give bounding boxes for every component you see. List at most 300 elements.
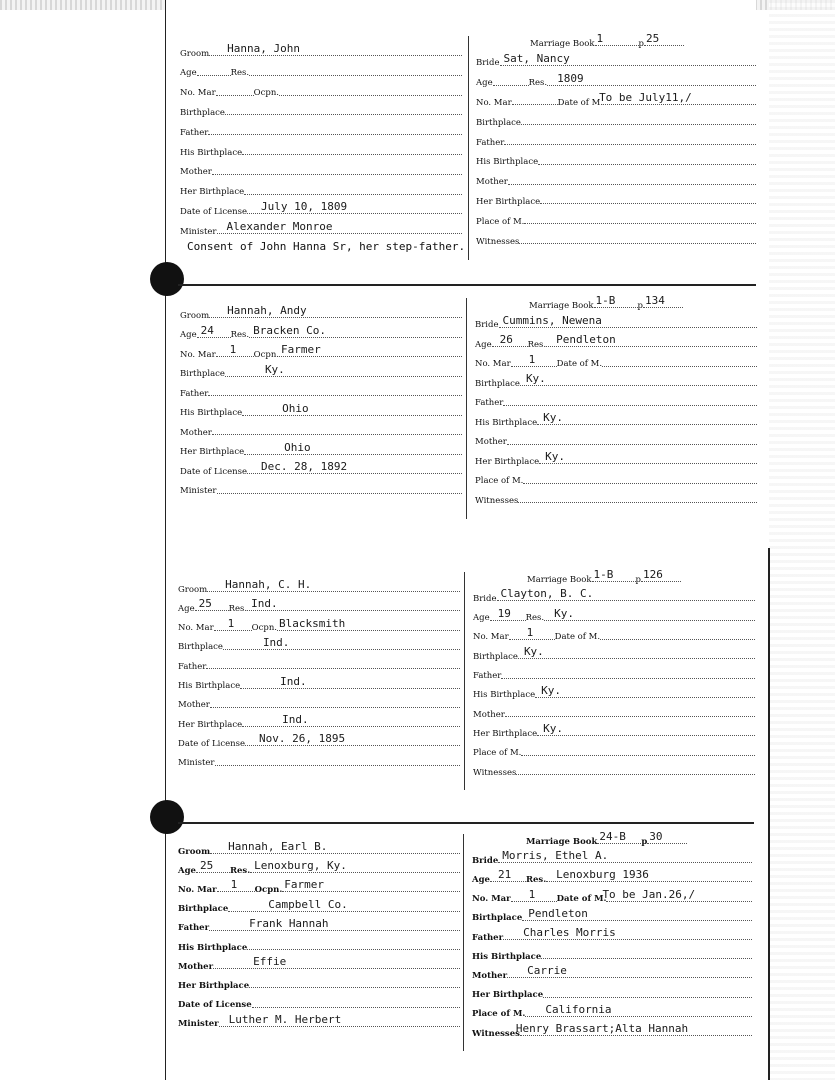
bride-name-line xyxy=(499,313,758,328)
groom-row-father xyxy=(178,653,460,671)
groom-minister: Alexander Monroe xyxy=(226,220,333,234)
bride-row-age xyxy=(472,866,752,884)
groom-res-line xyxy=(247,597,460,611)
groom-date-of-license: Nov. 26, 1895 xyxy=(259,732,346,746)
bride-her-birthplace-label: Her Birthplace xyxy=(472,990,544,1001)
bride-res-label: Res. xyxy=(528,78,548,89)
groom-ocpn-line xyxy=(279,94,462,96)
marriage-book-label: Marriage Book xyxy=(527,574,592,585)
groom-his-birthplace-line xyxy=(242,153,462,155)
bride-res: Lenoxburg 1936 xyxy=(556,868,649,882)
groom-mother-label: Mother xyxy=(180,427,212,438)
groom-ocpn: Farmer xyxy=(281,343,321,356)
bride-witnesses-label: Witnesses xyxy=(472,1028,520,1039)
bride-age: 21 xyxy=(497,868,512,882)
groom-his-birthplace-label: His Birthplace xyxy=(178,942,248,953)
record-separator xyxy=(178,822,754,824)
groom-mother-line xyxy=(210,706,460,708)
bride-her-birthplace-line xyxy=(537,722,755,736)
bride-father-label: Father xyxy=(472,932,504,943)
groom-name-line xyxy=(207,578,460,592)
bride-no-mar: 1 xyxy=(528,887,536,901)
bride-place-of-m-line xyxy=(523,482,757,484)
bride-res-line xyxy=(546,868,752,882)
bride-label: Bride xyxy=(475,320,499,330)
bride-place-of-m-line xyxy=(521,754,755,756)
groom-her-birthplace-line xyxy=(244,440,462,455)
groom-father-line xyxy=(208,394,462,396)
groom-his-birthplace-label: His Birthplace xyxy=(180,408,243,418)
groom-res-label: Res. xyxy=(229,865,251,876)
bride-name-line xyxy=(498,849,752,863)
groom-age-label: Age xyxy=(178,865,196,876)
groom-date-of-license-label: Date of License xyxy=(178,738,246,749)
bride-mother: Carrie xyxy=(527,964,567,978)
bride-age-line xyxy=(493,84,529,86)
groom-row-mother xyxy=(180,419,462,437)
groom-date-of-license-line xyxy=(247,460,462,474)
marriage-book-number-line xyxy=(594,294,638,308)
bride-row-father xyxy=(472,924,752,942)
bride-no-mar-line xyxy=(509,625,555,640)
groom-row-date-of-license xyxy=(178,730,460,748)
bride-witnesses-label: Witnesses xyxy=(475,495,519,506)
groom-date-of-license-label: Date of License xyxy=(180,466,248,477)
groom-birthplace-label: Birthplace xyxy=(180,107,225,118)
bride-row-bride xyxy=(476,50,756,68)
bride-his-birthplace-label: His Birthplace xyxy=(472,951,542,962)
marriage-book-number-line xyxy=(597,830,641,844)
bride-age-label: Age xyxy=(473,613,490,624)
groom-minister-line xyxy=(217,492,463,494)
bride-birthplace: Ky. xyxy=(523,645,544,659)
bride-her-birthplace-label: Her Birthplace xyxy=(475,456,540,467)
bride-place-of-m: California xyxy=(545,1002,612,1016)
bride-no-mar: 1 xyxy=(526,625,534,639)
bride-age-line xyxy=(492,333,528,347)
groom-her-birthplace-label: Her Birthplace xyxy=(180,187,245,198)
groom-no-mar: 1 xyxy=(227,616,235,630)
groom-row-groom xyxy=(180,40,462,58)
bride-name-line xyxy=(497,587,756,601)
marriage-book-page: 126 xyxy=(642,568,663,581)
bride-no-mar: 1 xyxy=(528,352,536,366)
bride-no-mar-line xyxy=(511,887,557,902)
bride-his-birthplace-label: His Birthplace xyxy=(475,417,538,428)
bride-row-mother xyxy=(476,169,756,187)
groom-mother-line xyxy=(212,173,462,175)
bride-row-age xyxy=(475,331,757,349)
groom-res-line xyxy=(249,323,462,338)
bride-row-book xyxy=(475,292,757,310)
groom-no-mar-label: No. Mar xyxy=(180,88,216,99)
bride-father-line xyxy=(503,926,752,940)
groom-row-age xyxy=(180,322,462,340)
groom-row-no-mar xyxy=(178,615,460,633)
groom-row-father xyxy=(180,119,462,137)
groom-row-birthplace xyxy=(178,634,460,652)
bride-res-label: Res. xyxy=(527,339,547,350)
bride-row-birthplace xyxy=(472,905,752,923)
bride-row-age xyxy=(473,605,755,623)
bride-date-of-m-line xyxy=(600,638,755,640)
groom-age: 24 xyxy=(200,323,214,337)
record-separator xyxy=(178,284,756,286)
groom-mother-line xyxy=(213,955,460,969)
bride-row-no-mar xyxy=(473,624,755,642)
groom-no-mar-line xyxy=(216,94,254,96)
bride-row-witnesses xyxy=(476,228,756,246)
groom-age-line xyxy=(197,74,231,76)
bride-label: Bride xyxy=(476,58,500,69)
bride-his-birthplace: Ky. xyxy=(541,683,562,697)
bride-row-witnesses xyxy=(473,759,755,777)
groom-father-line xyxy=(208,133,462,135)
groom-father-line xyxy=(209,916,460,931)
bride-row-no-mar xyxy=(476,89,756,107)
page-edge xyxy=(768,548,770,1080)
groom-row-his-birthplace xyxy=(180,400,462,418)
bride-his-birthplace-line xyxy=(537,411,757,425)
groom-no-mar-label: No. Mar xyxy=(178,884,217,895)
groom-no-mar-label: No. Mar xyxy=(178,623,214,634)
groom-ocpn-label: Ocpn. xyxy=(254,884,283,895)
groom-birthplace-line xyxy=(223,635,460,650)
groom-row-minister xyxy=(180,478,462,496)
marriage-book-label: Marriage Book xyxy=(530,38,595,49)
bride-age-line xyxy=(490,868,526,882)
bride-row-birthplace xyxy=(475,370,757,388)
bride-mother-label: Mother xyxy=(473,709,505,720)
bride-row-witnesses xyxy=(472,1020,752,1038)
bride-his-birthplace-label: His Birthplace xyxy=(476,157,539,168)
groom-age-label: Age xyxy=(180,330,197,340)
bride-row-place-of-m xyxy=(475,468,757,486)
bride-res: Pendleton xyxy=(556,333,616,346)
bride-birthplace-line xyxy=(520,372,757,386)
bride-row-his-birthplace xyxy=(475,409,757,427)
groom-birthplace-line xyxy=(228,897,460,912)
bride-row-birthplace xyxy=(473,643,755,661)
bride-date-of-m-label: Date of M. xyxy=(557,97,604,108)
bride-place-of-m-label: Place of M. xyxy=(472,1009,526,1020)
marriage-book-page: 134 xyxy=(644,294,665,307)
groom-res: Bracken Co. xyxy=(253,323,326,337)
consent-note: Consent of John Hanna Sr, her step-father. xyxy=(187,239,466,253)
groom-age-label: Age xyxy=(178,603,195,614)
bride-birthplace-label: Birthplace xyxy=(473,651,518,662)
bride-no-mar-label: No. Mar xyxy=(476,97,512,108)
groom-minister-line xyxy=(215,764,461,766)
groom-name: Hannah, Earl B. xyxy=(228,840,328,853)
record-divider xyxy=(468,36,469,260)
bride-his-birthplace-line xyxy=(535,683,755,698)
groom-name-line xyxy=(210,840,460,854)
bride-her-birthplace: Ky. xyxy=(545,450,566,463)
groom-date-of-license-line xyxy=(247,200,462,214)
marriage-book-number: 1-B xyxy=(595,294,616,307)
bride-row-his-birthplace xyxy=(476,149,756,167)
bride-no-mar-line xyxy=(511,352,557,367)
bride-row-mother xyxy=(473,701,755,719)
groom-row-mother xyxy=(180,159,462,177)
groom-row-her-birthplace xyxy=(178,711,460,729)
bride-no-mar-label: No. Mar xyxy=(475,359,511,369)
bride-birthplace-label: Birthplace xyxy=(475,378,520,389)
bride-label: Bride xyxy=(472,855,499,866)
groom-row-birthplace xyxy=(180,361,462,379)
groom-date-of-license-label: Date of License xyxy=(178,1000,252,1011)
groom-ocpn-label: Ocpn. xyxy=(253,88,280,99)
bride-his-birthplace-label: His Birthplace xyxy=(473,690,536,701)
marriage-book-number-line xyxy=(595,32,639,46)
bride-name: Clayton, B. C. xyxy=(500,587,594,601)
groom-father-label: Father xyxy=(178,661,207,672)
groom-no-mar-label: No. Mar xyxy=(180,349,216,360)
groom-row-mother xyxy=(178,692,460,710)
bride-row-book xyxy=(473,566,755,584)
bride-no-mar-line xyxy=(512,103,558,105)
groom-ocpn-line xyxy=(277,616,460,631)
bride-birthplace-label: Birthplace xyxy=(472,913,523,924)
groom-row-minister xyxy=(178,1011,460,1029)
bride-witnesses-line xyxy=(518,501,757,503)
bride-witnesses-label: Witnesses xyxy=(476,236,520,247)
bride-row-book xyxy=(476,30,756,48)
bride-his-birthplace-line xyxy=(541,957,752,959)
bride-place-of-m-line xyxy=(524,222,756,224)
marriage-book-label: Marriage Book xyxy=(529,300,594,311)
groom-his-birthplace-line xyxy=(242,401,462,416)
groom-res-label: Res. xyxy=(230,330,250,340)
groom-father-label: Father xyxy=(178,923,210,934)
bride-date-of-m: To be July11,/ xyxy=(599,91,692,105)
bride-her-birthplace-label: Her Birthplace xyxy=(473,728,538,739)
groom-his-birthplace-label: His Birthplace xyxy=(180,147,243,158)
groom-row-age xyxy=(180,60,462,78)
bride-row-place-of-m xyxy=(476,208,756,226)
groom-mother-label: Mother xyxy=(178,700,210,711)
marriage-book-page-line xyxy=(647,830,687,844)
bride-name: Cummins, Newena xyxy=(502,313,602,327)
groom-row-minister xyxy=(178,750,460,768)
bride-res-line xyxy=(547,71,756,86)
bride-row-father xyxy=(475,390,757,408)
bride-name: Sat, Nancy xyxy=(503,51,570,65)
groom-no-mar-line xyxy=(216,343,254,357)
groom-mother-label: Mother xyxy=(180,167,212,178)
marriage-book-number: 1-B xyxy=(593,568,614,581)
groom-ocpn-label: Ocpn. xyxy=(251,623,278,634)
marriage-book-page: 25 xyxy=(645,32,660,45)
groom-birthplace-line xyxy=(225,362,462,377)
marriage-book-page: 30 xyxy=(649,830,663,843)
groom-name-line xyxy=(209,42,462,56)
bride-row-place-of-m xyxy=(472,1001,752,1019)
groom-birthplace-label: Birthplace xyxy=(178,904,229,915)
groom-row-groom xyxy=(178,576,460,594)
bride-row-her-birthplace xyxy=(472,982,752,1000)
bride-row-bride xyxy=(473,585,755,603)
marriage-book-number: 1 xyxy=(596,32,604,45)
bride-date-of-m-label: Date of M. xyxy=(556,359,603,369)
bride-mother-label: Mother xyxy=(475,437,507,447)
groom-label: Groom xyxy=(178,584,208,595)
groom-her-birthplace-label: Her Birthplace xyxy=(180,447,245,457)
bride-birthplace-label: Birthplace xyxy=(476,117,521,128)
bride-name-line xyxy=(500,51,757,66)
groom-birthplace-line xyxy=(225,113,462,115)
bride-no-mar-label: No. Mar xyxy=(472,894,511,905)
bride-res-line xyxy=(546,333,757,347)
groom-his-birthplace-line xyxy=(240,674,460,689)
page-label: p xyxy=(635,574,641,585)
groom-label: Groom xyxy=(178,846,211,857)
bride-mother-line xyxy=(508,183,756,185)
punch-hole-upper xyxy=(150,262,184,296)
bride-father-label: Father xyxy=(473,671,502,681)
bride-row-father xyxy=(476,129,756,147)
groom-age-line xyxy=(196,859,230,873)
groom-row-his-birthplace xyxy=(178,934,460,952)
bride-date-of-m-line xyxy=(602,365,757,367)
groom-label: Groom xyxy=(180,48,210,59)
bride-mother-label: Mother xyxy=(472,970,508,981)
groom-date-of-license-line xyxy=(252,1006,460,1008)
bride-row-his-birthplace xyxy=(473,682,755,700)
groom-row-her-birthplace xyxy=(180,439,462,457)
groom-name-line xyxy=(209,304,462,318)
bride-place-of-m-label: Place of M. xyxy=(473,748,522,759)
bride-her-birthplace: Ky. xyxy=(543,722,564,736)
groom-his-birthplace-label: His Birthplace xyxy=(178,681,241,691)
bride-row-book xyxy=(472,828,752,846)
bride-birthplace: Ky. xyxy=(525,372,546,385)
bride-his-birthplace-line xyxy=(538,163,756,165)
groom-res-label: Res. xyxy=(228,603,248,614)
groom-name: Hanna, John xyxy=(227,42,301,55)
bride-row-his-birthplace xyxy=(472,943,752,961)
bride-res-label: Res. xyxy=(525,613,545,624)
bride-date-of-m-label: Date of M. xyxy=(554,632,601,643)
groom-row-birthplace xyxy=(180,99,462,117)
marriage-book-label: Marriage Book xyxy=(526,836,598,847)
groom-row-his-birthplace xyxy=(180,139,462,157)
bride-mother-line xyxy=(507,964,752,978)
bride-label: Bride xyxy=(473,593,497,604)
page-label: p xyxy=(641,836,648,847)
bride-birthplace-line xyxy=(521,123,756,125)
bride-row-bride xyxy=(475,312,757,330)
groom-row-no-mar xyxy=(180,80,462,98)
groom-his-birthplace: Ind. xyxy=(280,674,307,688)
groom-row-date-of-license xyxy=(180,198,462,216)
bride-her-birthplace-line xyxy=(539,450,757,464)
groom-minister-label: Minister xyxy=(180,226,217,237)
groom-date-of-license: July 10, 1809 xyxy=(261,200,348,214)
bride-mother-line xyxy=(505,715,755,717)
marriage-book-number: 24-B xyxy=(599,830,626,843)
groom-res-line xyxy=(249,74,462,76)
groom-row-her-birthplace xyxy=(178,972,460,990)
groom-no-mar: 1 xyxy=(229,343,237,356)
groom-minister-label: Minister xyxy=(178,1019,219,1030)
bride-witnesses: Henry Brassart;Alta Hannah xyxy=(515,1022,689,1035)
groom-no-mar-line xyxy=(214,616,252,631)
groom-his-birthplace-line xyxy=(247,948,460,950)
groom-no-mar-line xyxy=(217,878,255,892)
bride-row-no-mar xyxy=(472,886,752,904)
bride-age-label: Age xyxy=(476,78,493,89)
bride-father-line xyxy=(504,143,756,145)
bride-row-place-of-m xyxy=(473,740,755,758)
groom-row-age xyxy=(178,595,460,613)
groom-ocpn-line xyxy=(279,343,462,357)
groom-row-father xyxy=(180,380,462,398)
record-divider xyxy=(466,298,467,519)
groom-her-birthplace-line xyxy=(249,986,460,988)
bride-res: 1809 xyxy=(557,71,584,85)
groom-mother-label: Mother xyxy=(178,961,214,972)
bride-witnesses-label: Witnesses xyxy=(473,767,517,778)
groom-father-line xyxy=(206,667,460,669)
groom-row-birthplace xyxy=(178,896,460,914)
groom-birthplace-label: Birthplace xyxy=(180,369,225,379)
bride-no-mar-label: No. Mar xyxy=(473,632,509,643)
bride-row-her-birthplace xyxy=(473,720,755,738)
groom-age-line xyxy=(195,597,229,611)
scan-margin xyxy=(769,0,835,1080)
bride-date-of-m-label: Date of M. xyxy=(556,894,607,905)
groom-minister-label: Minister xyxy=(180,486,217,496)
groom-minister-label: Minister xyxy=(178,758,215,769)
bride-father-label: Father xyxy=(475,398,504,408)
groom-her-birthplace-line xyxy=(242,713,460,727)
groom-date-of-license-line xyxy=(245,732,460,746)
groom-her-birthplace: Ind. xyxy=(282,713,309,727)
bride-place-of-m-label: Place of M. xyxy=(476,216,525,227)
page-label: p xyxy=(637,300,643,311)
groom-row-mother xyxy=(178,953,460,971)
groom-date-of-license: Dec. 28, 1892 xyxy=(261,460,348,473)
bride-date-of-m: To be Jan.26,/ xyxy=(602,887,696,901)
bride-his-birthplace: Ky. xyxy=(543,411,564,424)
groom-age: 25 xyxy=(199,859,214,873)
groom-her-birthplace: Ohio xyxy=(284,440,311,454)
page-label: p xyxy=(638,38,644,49)
groom-row-father xyxy=(178,915,460,933)
bride-row-her-birthplace xyxy=(475,448,757,466)
groom-birthplace: Campbell Co. xyxy=(268,897,348,911)
groom-age-label: Age xyxy=(180,68,197,79)
bride-row-bride xyxy=(472,847,752,865)
groom-date-of-license-label: Date of License xyxy=(180,206,248,217)
groom-row-no-mar xyxy=(180,341,462,359)
groom-her-birthplace-line xyxy=(244,193,462,195)
marriage-book-page-line xyxy=(643,294,683,308)
groom-res: Lenoxburg, Ky. xyxy=(254,859,347,873)
bride-res-line xyxy=(544,606,755,621)
bride-age-label: Age xyxy=(475,339,492,350)
bride-res: Ky. xyxy=(554,606,574,620)
groom-minister-line xyxy=(219,1012,460,1027)
bride-row-her-birthplace xyxy=(476,188,756,206)
bride-row-mother xyxy=(475,429,757,447)
groom-no-mar: 1 xyxy=(230,878,238,892)
bride-witnesses-line xyxy=(516,773,755,775)
groom-res-label: Res. xyxy=(230,68,250,79)
groom-name: Hannah, C. H. xyxy=(225,578,312,591)
